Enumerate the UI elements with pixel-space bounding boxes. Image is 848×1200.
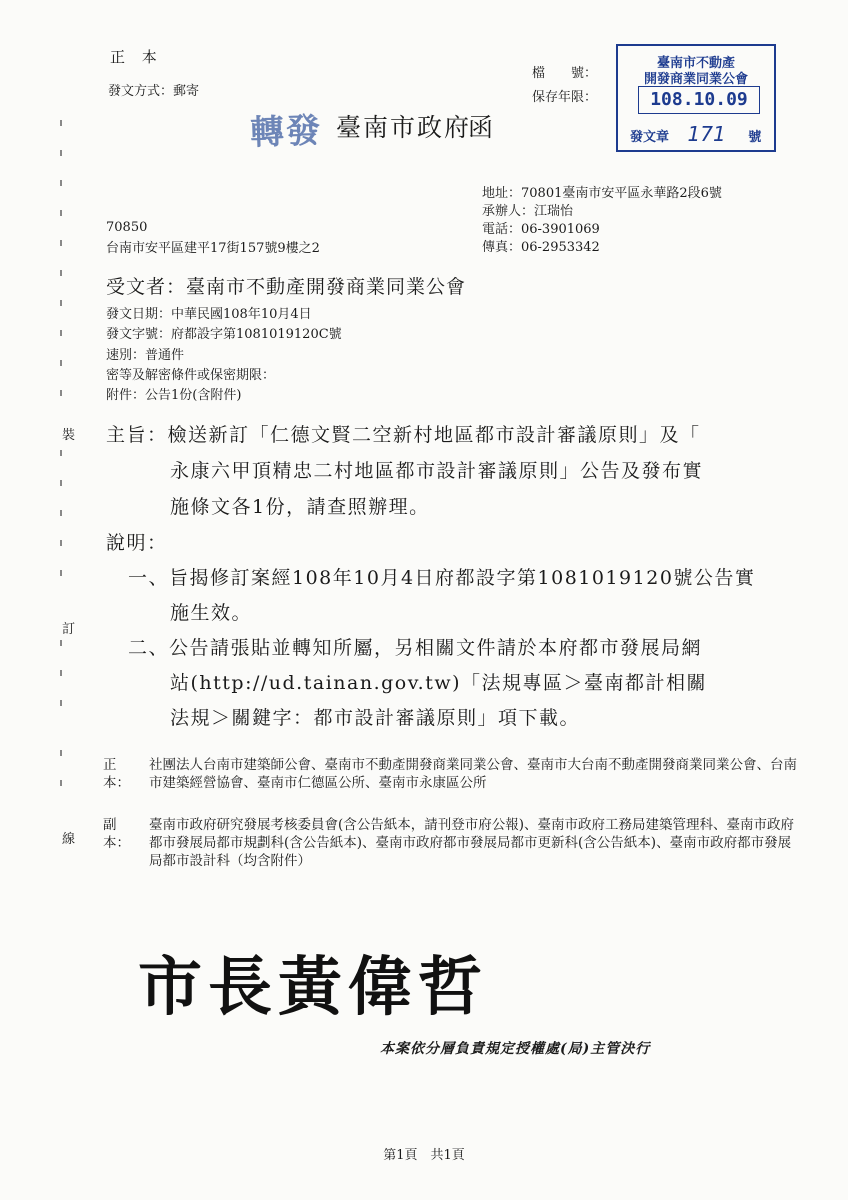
sender-phone: 電話：06-3901069 [482, 222, 600, 237]
copy-type-label: 正 本 [110, 48, 163, 66]
speed-category: 速別：普通件 [106, 348, 185, 363]
recipient-address: 台南市安平區建平17街157號9樓之2 [106, 241, 320, 256]
sender-handler: 承辦人：江瑞怡 [482, 204, 574, 219]
sender-address: 地址：70801臺南市安平區永華路2段6號 [482, 186, 722, 201]
explanation-item2-line1: 二、公告請張貼並轉知所屬，另相關文件請於本府都市發展局網 [128, 637, 703, 659]
binding-label-1: 裝 [62, 428, 76, 443]
explanation-item2-line3: 法規＞關鍵字：都市設計審議原則」項下載。 [170, 707, 581, 729]
subject-line-3: 施條文各1份，請查照辦理。 [170, 496, 430, 518]
copy-list: 臺南市政府研究發展考核委員會(含公告紙本，請刊登市府公報)、臺南市政府工務局建築管理科、臺南市政府都市發展局都市規劃科(含公告紙本)、臺南市政府都市發展局都市更新科(含公告紙本)、臺南市政府都市發展局都市設計科（均含附件） [149, 817, 795, 869]
binding-line [60, 110, 66, 1200]
stamp-number: 171 [687, 122, 726, 146]
subject-line-2: 永康六甲頂精忠二村地區都市設計審議原則」公告及發布實 [170, 460, 704, 482]
binding-label-2: 訂 [62, 622, 76, 637]
sender-fax: 傳真：06-2953342 [482, 240, 600, 255]
document-number: 發文字號：府都設字第1081019120C號 [106, 327, 342, 342]
page-number: 第1頁 共1頁 [383, 1148, 465, 1163]
recipient-postal-code: 70850 [106, 220, 148, 235]
file-number-label: 檔 號： [532, 66, 598, 81]
receipt-stamp [616, 44, 776, 152]
agency-name: 臺南市政府 [336, 113, 472, 142]
secrecy-level: 密等及解密條件或保密期限： [106, 368, 276, 383]
delegation-stamp: 本案依分層負責規定授權處(局)主管決行 [380, 1041, 651, 1057]
forward-mark: 轉發 [249, 110, 323, 154]
explanation-item1-line1: 一、旨揭修訂案經108年10月4日府都設字第1081019120號公告實 [128, 567, 756, 589]
stamp-number-suffix: 號 [748, 130, 762, 145]
stamp-org-line2: 開發商業同業公會 [643, 72, 748, 87]
recipient-line: 受文者：臺南市不動產開發商業同業公會 [106, 276, 467, 298]
original-list: 社團法人台南市建築師公會、臺南市不動產開發商業同業公會、臺南市大台南不動產開發商業同業公會、台南市建築經營協會、臺南市仁德區公所、臺南市永康區公所 [149, 757, 797, 791]
issue-date: 發文日期：中華民國108年10月4日 [106, 307, 312, 322]
stamp-number-row [630, 122, 761, 146]
copy-label: 副本： [103, 817, 130, 851]
retention-label: 保存年限： [532, 90, 598, 105]
binding-label-3: 線 [62, 832, 76, 847]
send-method: 發文方式：郵寄 [108, 84, 200, 99]
original-label: 正本： [103, 757, 130, 791]
explanation-heading: 說明： [106, 532, 168, 554]
stamp-org-line1: 臺南市不動產 [656, 56, 735, 71]
stamp-date: 108.10.09 [638, 86, 760, 114]
attachment-info: 附件：公告1份(含附件) [106, 388, 242, 403]
explanation-item2-line2: 站(http://ud.tainan.gov.tw)「法規專區＞臺南都計相關 [170, 672, 708, 694]
document-type: 函 [468, 113, 494, 142]
subject-line-1: 主旨：檢送新訂「仁德文賢二空新村地區都市設計審議原則」及「 [106, 424, 701, 446]
mayor-signature-seal: 市長黃偉哲 [138, 950, 488, 1025]
explanation-item1-line2: 施生效。 [170, 602, 253, 624]
stamp-number-label: 發文章 [630, 130, 670, 145]
